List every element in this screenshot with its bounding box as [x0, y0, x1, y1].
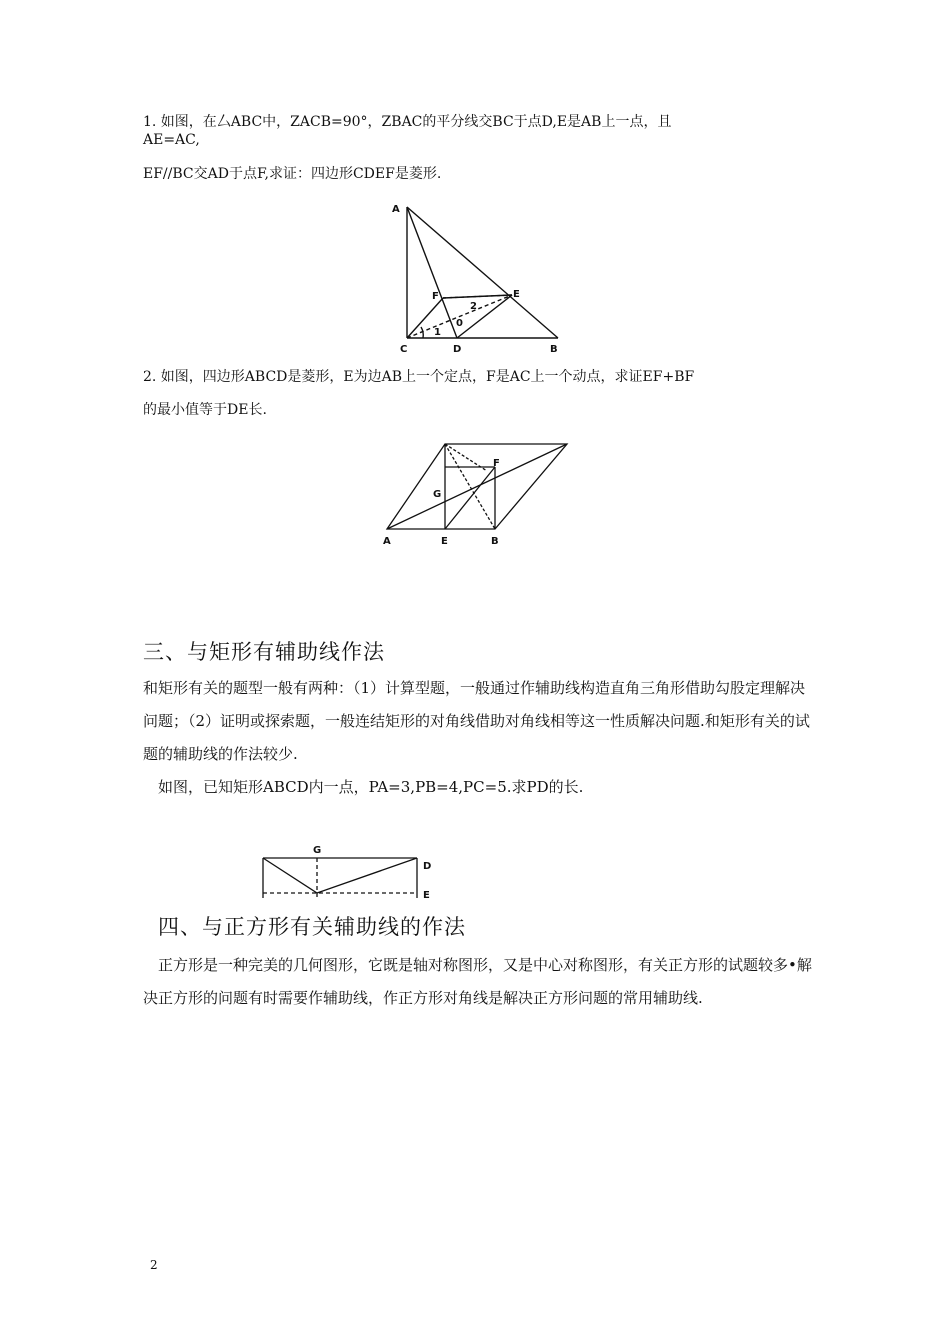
figure-rectangle-partial [255, 838, 445, 898]
section4-paragraph: 正方形是一种完美的几何图形，它既是轴对称图形，又是中心对称图形，有关正方形的试题较多•解决正方形的问题有时需要作辅助线，作正方形对角线是解决正方形问题的常用辅助线. [143, 956, 812, 1007]
figure-triangle-abc [380, 195, 580, 360]
label-e: E [513, 289, 520, 300]
label-d: D [423, 861, 432, 872]
diagonal-ac [387, 444, 567, 529]
problem1-line1: 1. 如图，在厶ABC中，ZACB=90°，ZBAC的平分线交BC于点D,E是AB上一点，且 [143, 114, 672, 130]
label-a: A [383, 536, 391, 547]
segment-p-d [317, 858, 417, 893]
section3-paragraph: 和矩形有关的题型一般有两种：（1）计算型题，一般通过作辅助线构造直角三角形借助勾股定理解决问题；（2）证明或探索题，一般连结矩形的对角线借助对角线相等这一性质解决问题.和矩形有关的试题的辅助线的作法较少. [143, 679, 810, 763]
page-number: 2 [150, 1258, 158, 1272]
label-c: C [400, 344, 408, 355]
problem1-line3: EF//BC交AD于点F,求证：四边形CDEF是菱形. [143, 166, 442, 182]
segment-de [457, 295, 512, 338]
problem2-line2: 的最小值等于DE长. [143, 402, 267, 418]
problem1-line2: AE=AC, [143, 132, 200, 148]
label-angle-2: 2 [470, 301, 477, 312]
segment-ad [407, 207, 457, 338]
label-g: G [313, 845, 322, 856]
segment-fe [443, 295, 512, 298]
label-e: E [423, 890, 430, 898]
section3-heading: 三、与矩形有辅助线作法 [143, 640, 385, 664]
label-f: F [493, 458, 500, 469]
dashed-db [445, 444, 495, 529]
label-f: F [432, 291, 439, 302]
figure-rhombus-abcd [375, 435, 585, 550]
label-a: A [392, 204, 400, 215]
label-d: D [453, 344, 462, 355]
problem2-line1: 2. 如图，四边形ABCD是菱形，E为边AB上一个定点，F是AC上一个动点，求证EF+BF [143, 369, 695, 385]
label-e: E [441, 536, 448, 547]
label-b: B [550, 344, 558, 355]
label-angle-1: 1 [434, 327, 441, 338]
section4-heading: 四、与正方形有关辅助线的作法 [158, 915, 466, 939]
section3-example: 如图，已知矩形ABCD内一点，PA=3,PB=4,PC=5.求PD的长. [158, 778, 584, 796]
label-o: 0 [456, 318, 463, 329]
label-g: G [433, 489, 442, 500]
label-b: B [491, 536, 499, 547]
segment-left-p [263, 858, 317, 893]
